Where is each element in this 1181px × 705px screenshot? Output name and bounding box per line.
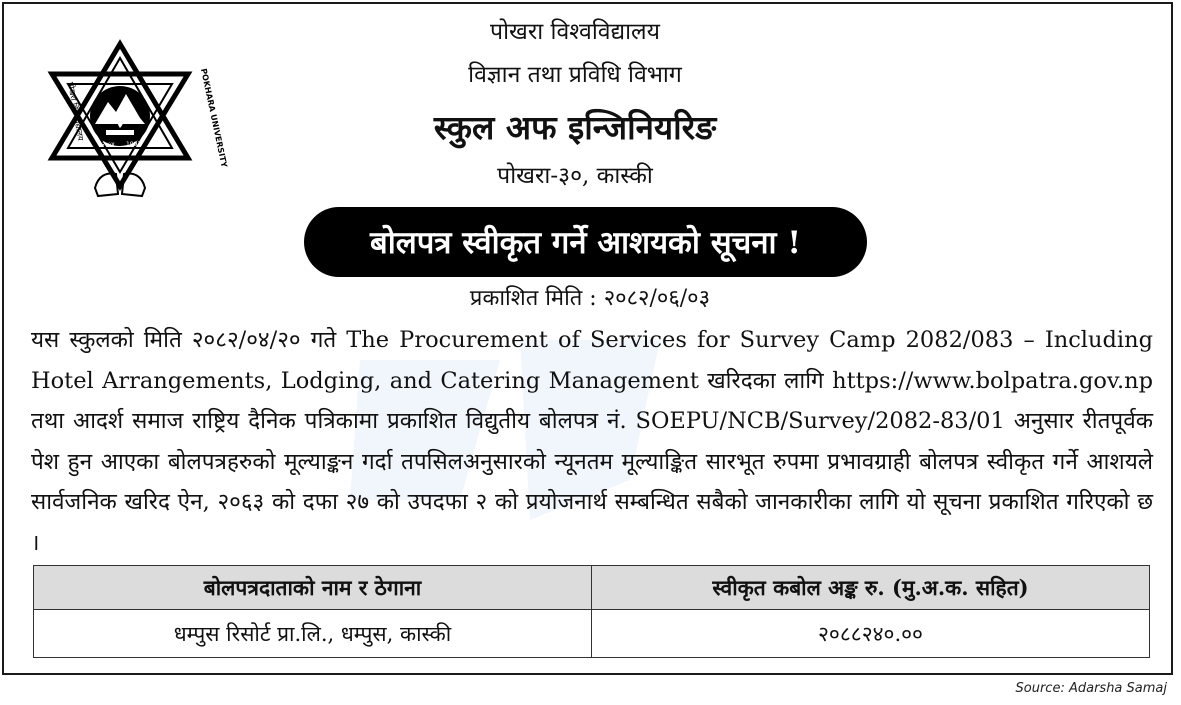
school-address: पोखरा-३०, कास्की xyxy=(497,163,653,189)
column-header-amount: स्वीकृत कबोल अङ्क रु. (मु.अ.क. सहित) xyxy=(592,566,1150,610)
school-name: स्कुल अफ इन्जिनियरिङ xyxy=(433,108,717,147)
bid-amount-cell: २०८८२४०.०० xyxy=(592,610,1150,658)
svg-text:1997: 1997 xyxy=(126,141,142,148)
column-header-bidder: बोलपत्रदाताको नाम र ठेगाना xyxy=(34,566,592,610)
bid-table xyxy=(33,565,1150,658)
table-header-row xyxy=(34,566,1150,610)
svg-text:पोखरा विश्वविद्यालय: पोखरा विश्वविद्यालय xyxy=(65,81,86,142)
pokhara-university-logo xyxy=(40,36,229,201)
table-row xyxy=(34,610,1150,658)
published-date: प्रकाशित मिति : २०८२/०६/०३ xyxy=(469,286,711,311)
notice-title: बोलपत्र स्वीकृत गर्ने आशयको सूचना ! xyxy=(304,207,867,277)
svg-text:POKHARA UNIVERSITY: POKHARA UNIVERSITY xyxy=(198,67,229,169)
svg-text:२०५४: २०५४ xyxy=(102,141,115,148)
notice-body: यस स्कुलको मिति २०८२/०४/२० गते The Procurement of Services for Survey Camp 2082/083 – Including Hotel Arrangements, Lodging, and Catering Management खरिदका लागि https://www.bolpatra.gov.np तथा आदर्श समाज राष्ट्रिय दैनिक पत्रिकामा प्रकाशित विद्युतीय बोलपत्र नं. SOEPU/NCB/Survey/2082-83/01 अनुसार रीतपूर्वक पेश हुन आएका बोलपत्रहरुको मूल्याङ्कन गर्दा तपसिलअनुसारको न्यूनतम मूल्याङ्कित सारभूत रुपमा प्रभावग्राही बोलपत्र स्वीकृत गर्ने आशयले सार्वजनिक खरिद ऐन, २०६३ को दफा २७ को उपदफा २ को प्रयोजनार्थ सम्बन्धित सबैको जानकारीका लागि यो सूचना प्रकाशित गरिएको छ । xyxy=(31,327,1153,556)
bidder-name-cell: धम्पुस रिसोर्ट प्रा.लि., धम्पुस, कास्की xyxy=(34,610,592,658)
university-name: पोखरा विश्वविद्यालय xyxy=(490,19,660,45)
source-credit: Source: Adarsha Samaj xyxy=(1015,681,1167,696)
faculty-name: विज्ञान तथा प्रविधि विभाग xyxy=(468,62,682,88)
